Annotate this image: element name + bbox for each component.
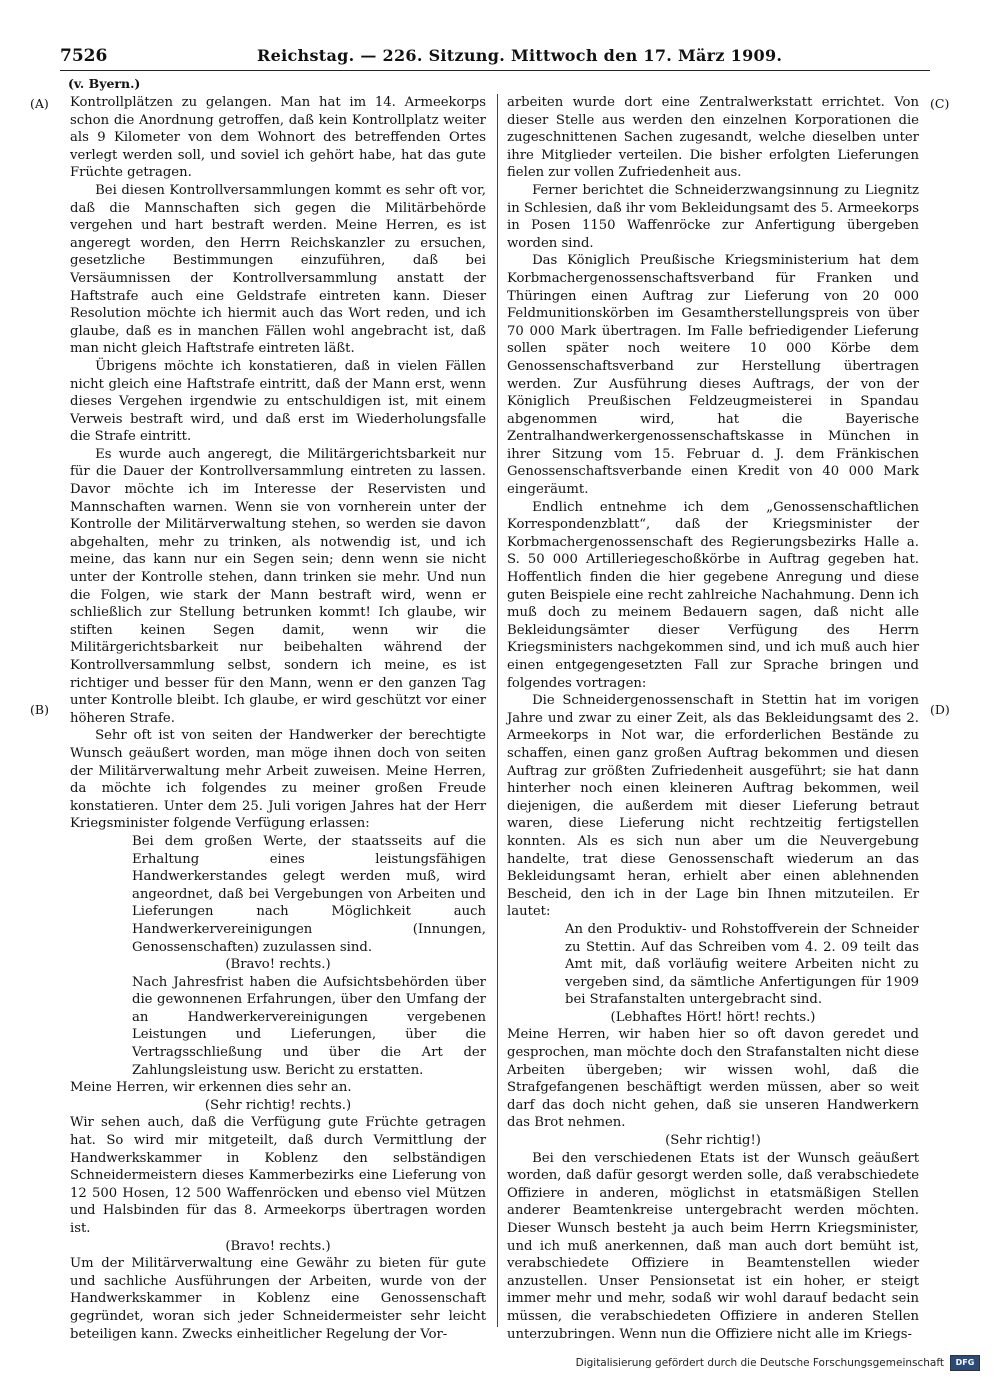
right-column [507,94,919,1343]
paragraph: Endlich entnehme ich dem „Genossenschaftlichen Korrespondenzblatt“, daß der Kriegsminister der Korbmachergenossenschaft des Regierungsbezirks Halle a. S. 50 000 Artilleriegeschoßkörbe in Auftrag gegeben hat. Hoffentlich finden die hier gegebene Anregung und diese guten Beispiele eine recht zahlreiche Nachahmung. Denn ich muß doch zu meinem Bedauern sagen, daß nicht alle Bekleidungsämter dieser Verfügung des Herrn Kriegsministers nachgekommen sind, und ich muß auch hier einen entgegengesetzten Fall zur Sprache bringen und folgendes vortragen: [507,499,919,691]
paragraph: Sehr oft ist von seiten der Handwerker der berechtigte Wunsch geäußert worden, man möge ihnen doch von seiten der Militärverwaltung mehr Arbeit zuweisen. Meine Herren, da möchte ich folgendes zu meiner großen Freude konstatieren. Unter dem 25. Juli vorigen Jahres hat der Herr Kriegsminister folgende Verfügung erlassen: [70,728,486,832]
paragraph: Meine Herren, wir haben hier so oft davon geredet und gesprochen, man möchte doch den Strafanstalten nicht diese Arbeiten übergeben; wir wissen wohl, daß die Strafgefangenen beschäftigt werden müssen, aber so weit darf das doch nicht gehen, daß sie unseren Handwerkern das Brot nehmen. [507,1027,919,1131]
paragraph: Wir sehen auch, daß die Verfügung gute Früchte getragen hat. So wird mir mitgeteilt, daß durch Vermittlung der Handwerkskammer in Koblenz den selbständigen Schneidermeistern dieses Kammerbezirks eine Lieferung von 12 500 Hosen, 12 500 Waffenröcken und ebenso viel Mützen und Halsbinden für das 8. Armeekorps übertragen worden ist. [70,1115,486,1236]
paragraph: Das Königlich Preußische Kriegsministerium hat dem Korbmachergenossenschaftsverband für Franken und Thüringen einen Auftrag zur Lieferung von 20 000 Feldmunitionskörben im Gesamtherstellungspreis von über 70 000 Mark übertragen. Im Falle befriedigender Lieferung sollen später noch weitere 10 000 Körbe dem Genossenschaftsverband zur Herstellung übertragen werden. Zur Ausführung dieses Auftrags, der von der Königlich Preußischen Feldzeugmeisterei in Spandau abgenommen wird, hat die Bayerische Zentralhandwerkergenossenschaftskasse in München in ihrer Sitzung vom 15. Februar d. J. dem Fränkischen Genossenschaftsverbande einen Kredit von 40 000 Mark eingeräumt. [507,253,919,498]
dfg-logo-icon: DFG [950,1355,980,1371]
footer-credit: Digitalisierung gefördert durch die Deutsche Forschungsgemeinschaft [575,1357,944,1369]
paragraph: Übrigens möchte ich konstatieren, daß in vielen Fällen nicht gleich eine Haftstrafe eintritt, daß der Mann erst, wenn dieses Vergehen irgendwie zu entschuldigen ist, mit einem Verweis bestraft wird, und daß erst im Wiederholungsfalle die Strafe eintritt. [70,358,486,445]
paragraph: Um der Militärverwaltung eine Gewähr zu bieten für gute und sachliche Ausführungen der Arbeiten, wurde von der Handwerkskammer in Koblenz eine Genossenschaft gegründet, woran sich jeder Schneidermeister sehr leicht beteiligen kann. Zwecks einheitlicher Regelung der Vor- [70,1256,486,1342]
interjection: (Sehr richtig! rechts.) [204,1097,352,1113]
speaker-label: (v. Byern.) [68,76,141,91]
margin-marker-a: (A) [30,96,49,111]
footer [576,1355,980,1371]
left-column [70,94,486,1343]
margin-marker-d: (D) [930,702,950,717]
page-number: 7526 [60,46,108,66]
paragraph: Bei diesen Kontrollversammlungen kommt es sehr oft vor, daß die Mannschaften sich gegen die Militärbehörde vergehen und hart bestraft werden. Meine Herren, es ist angeregt worden, den Herrn Reichskanzler zu ersuchen, gesetzliche Bestimmungen einzuführen, daß bei Versäumnissen der Kontrollversammlung anstatt der Haftstrafe auch eine Geldstrafe eintreten kann. Dieser Resolution möchte ich hiermit auch das Wort reden, und ich glaube, daß es in manchen Fällen wohl angebracht ist, daß man nicht gleich Haftstrafe eintreten läßt. [70,182,486,357]
interjection: (Lebhaftes Hört! hört! rechts.) [610,1009,816,1025]
paragraph: arbeiten wurde dort eine Zentralwerkstatt errichtet. Von dieser Stelle aus werden den einzelnen Korporationen die zugeschnittenen Sachen zugesandt, welche dieselben unter ihre Mitglieder verteilen. Die bisher erfolgten Lieferungen fielen zur vollen Zufriedenheit aus. [507,95,919,181]
header-rule [60,70,930,71]
column-divider [497,94,498,1327]
interjection: (Bravo! rechts.) [225,957,331,973]
page-title: Reichstag. — 226. Sitzung. Mittwoch den 17. März 1909. [257,46,783,65]
quoted-decree: Bei dem großen Werte, der staatsseits auf die Erhaltung eines leistungsfähigen Handwerkerstandes gelegt werden muß, wird angeordnet, daß bei Vergebungen von Arbeiten und Lieferungen nach Möglichkeit auch Handwerkervereinigungen (Innungen, Genossenschaften) zuzulassen sind. [132,833,486,955]
quoted-letter: An den Produktiv- und Rohstoffverein der Schneider zu Stettin. Auf das Schreiben vom 4. 2. 09 teilt das Amt mit, daß vorläufig weitere Arbeiten nicht zu vergeben sind, da sämtliche Anfertigungen für 1909 bei Strafanstalten untergebracht sind. [565,921,919,1008]
paragraph: Ferner berichtet die Schneiderzwangsinnung zu Liegnitz in Schlesien, daß ihr vom Bekleidungsamt des 5. Armeekorps in Posen 1150 Waffenröcke zur Anfertigung übergeben worden sind. [507,182,919,251]
paragraph: Meine Herren, wir erkennen dies sehr an. [70,1080,352,1096]
page-header [60,46,932,72]
paragraph: Es wurde auch angeregt, die Militärgerichtsbarkeit nur für die Dauer der Kontrollversammlung eintreten zu lassen. Davor möchte ich im Interesse der Reservisten und Mannschaften warnen. Wenn sie von vornherein unter der Kontrolle der Militärverwaltung stehen, so werden sie davon abgehalten, mehr zu trinken, als notwendig ist, und ich meine, das kann nur ein Segen sein; denn wenn sie nicht unter der Kontrolle stehen, dann trinken sie mehr. Und nun die Folgen, wie stark der Mann bestraft wird, wenn er schließlich zur Stellung betrunken kommt! Ich glaube, wir stiften keinen Segen damit, wenn wir die Militärgerichtsbarkeit nur beibehalten während der Kontrollversammlung selbst, sondern ich meine, es ist richtiger und besser für den Mann, wenn er den ganzen Tag unter Kontrolle bleibt. Ich glaube, er wird geschützt vor einer höheren Strafe. [70,446,486,726]
margin-marker-b: (B) [30,702,49,717]
interjection: (Bravo! rechts.) [225,1238,331,1254]
interjection: (Sehr richtig!) [665,1133,761,1149]
paragraph: Bei den verschiedenen Etats ist der Wunsch geäußert worden, daß dafür gesorgt werden solle, daß verabschiedete Offiziere in anderen, möglichst in etatsmäßigen Stellen anderer Beamtenkreise untergebracht werden möchten. Dieser Wunsch besteht ja auch beim Herrn Kriegsminister, und ich muß anerkennen, daß man auch dort bemüht ist, verabschiedete Offiziere in Beamtenstellen wieder anzustellen. Unser Pensionsetat ist ein hoher, er steigt immer mehr und mehr, sodaß wir wohl darauf bedacht sein müssen, die verabschiedeten Offiziere in anderen Stellen unterzubringen. Wenn nun die Offiziere nicht alle im Kriegs- [507,1150,919,1342]
paragraph: Kontrollplätzen zu gelangen. Man hat im 14. Armeekorps schon die Anordnung getroffen, daß kein Kontrollplatz weiter als 9 Kilometer von dem Wohnort des betreffenden Ortes verlegt werden soll, und soviel ich gehört habe, hat das gute Früchte getragen. [70,95,486,181]
paragraph: Die Schneidergenossenschaft in Stettin hat im vorigen Jahre und zwar zu einer Zeit, als das Bekleidungsamt des 2. Armeekorps in Not war, die erforderlichen Bestände zu schaffen, einen ganz großen Auftrag bekommen und diesen Auftrag zur größten Zufriedenheit ausgeführt; sie hat dann hinterher noch einen kleineren Auftrag bekommen, weil diejenigen, die außerdem mit dieser Lieferung betraut waren, diese Lieferung nicht rechtzeitig fertigstellen konnten. Als es sich nun aber um die Neuvergebung handelte, trat diese Genossenschaft wiederum an das Bekleidungsamt heran, erhielt aber einen ablehnenden Bescheid, den ich in der Lage bin Ihnen mitzuteilen. Er lautet: [507,693,919,920]
margin-marker-c: (C) [930,96,950,111]
quoted-decree: Nach Jahresfrist haben die Aufsichtsbehörden über die gewonnenen Erfahrungen, über den Umfang der an Handwerkervereinigungen vergebenen Leistungen und Lieferungen, über die Vertragsschließung und über die Art der Zahlungsleistung usw. Bericht zu erstatten. [132,974,486,1078]
